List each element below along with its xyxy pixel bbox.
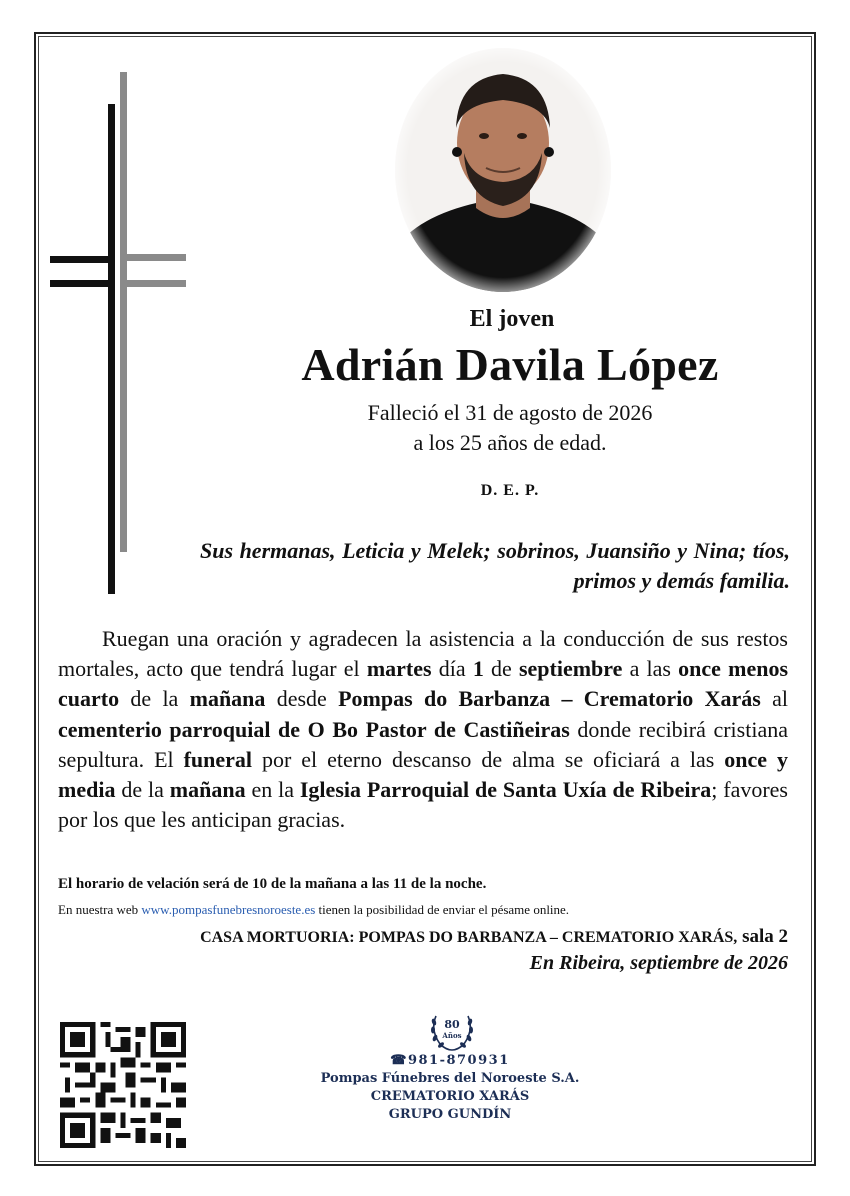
company-name: Pompas Fúnebres del Noroeste S.A.: [320, 1071, 580, 1086]
website-link[interactable]: www.pompasfunebresnoroeste.es: [141, 902, 316, 917]
body-bold: martes: [366, 656, 432, 682]
body-text: de la: [119, 686, 190, 712]
body-text: de: [483, 656, 519, 682]
body-text: Ruegan una oración y agradecen la asistencia a la conducción de sus restos mortales, acto que tendrá lugar el: [58, 626, 788, 682]
death-info: [330, 398, 690, 458]
portrait-photo: [394, 48, 612, 293]
death-age: a los 25 años de edad.: [413, 430, 607, 455]
funeral-home: [58, 926, 788, 948]
intro-label: El joven: [469, 306, 555, 332]
company-group: GRUPO GUNDÍN: [388, 1107, 512, 1122]
body-text: donde recibirá cristiana sepultura. El: [58, 716, 788, 772]
web-text: tienen la posibilidad de enviar el pésame online.: [315, 902, 570, 917]
body-text: al: [760, 686, 788, 712]
place-date: En Ribeira, septiembre de 2026: [529, 952, 788, 974]
logo-number: 80: [444, 1018, 460, 1031]
company-info: [300, 1052, 600, 1124]
death-date: Falleció el 31 de agosto de 2026: [367, 400, 653, 425]
body-text: a las: [622, 656, 679, 682]
anniversary-logo-icon: [426, 1004, 478, 1056]
body-bold: cementerio parroquial de O Bo Pastor de Castiñeiras: [58, 716, 570, 742]
logo-years: Años: [442, 1031, 462, 1040]
vigil-hours: El horario de velación será de 10 de la mañana a las 11 de la noche.: [58, 876, 487, 892]
body-bold: Pompas do Barbanza – Crematorio Xarás: [338, 686, 761, 712]
body-bold: once menos cuarto: [58, 656, 789, 712]
body-text: de la: [115, 777, 170, 803]
phone-icon: ☎: [390, 1053, 408, 1068]
body-text: por el eterno descanso de alma se oficiará a las: [252, 746, 725, 772]
funeral-home-name: CASA MORTUORIA: POMPAS DO BARBANZA – CREMATORIO XARÁS,: [200, 929, 738, 946]
body-text: desde: [265, 686, 339, 712]
deceased-name: Adrián Davila López: [301, 339, 719, 390]
body-text: en la: [245, 777, 300, 803]
body-bold: septiembre: [518, 656, 623, 682]
company-crematorium: CREMATORIO XARÁS: [370, 1089, 530, 1104]
dep-label: D. E. P.: [480, 482, 540, 499]
body-bold: once y media: [58, 746, 788, 803]
family-list: Sus hermanas, Leticia y Melek; sobrinos, Juansiño y Nina; tíos, primos y demás familia.: [200, 538, 790, 593]
body-bold: mañana: [189, 686, 266, 712]
body-text: día: [431, 656, 473, 682]
company-phone[interactable]: [300, 1052, 600, 1070]
body-paragraph: [58, 624, 788, 835]
phone-number: 981-870931: [407, 1053, 510, 1068]
web-note: [58, 902, 798, 918]
body-bold: funeral: [183, 746, 253, 772]
body-bold: mañana: [169, 777, 246, 803]
body-bold: 1: [472, 656, 484, 682]
qr-code[interactable]: [60, 1022, 186, 1148]
web-text: En nuestra web: [58, 902, 142, 917]
room-number: sala 2: [737, 926, 788, 947]
body-bold: Iglesia Parroquial de Santa Uxía de Ribeira: [299, 777, 712, 803]
cross-icon: [50, 72, 190, 597]
body-text: ; favores por los que les anticipan gracias.: [58, 777, 788, 833]
